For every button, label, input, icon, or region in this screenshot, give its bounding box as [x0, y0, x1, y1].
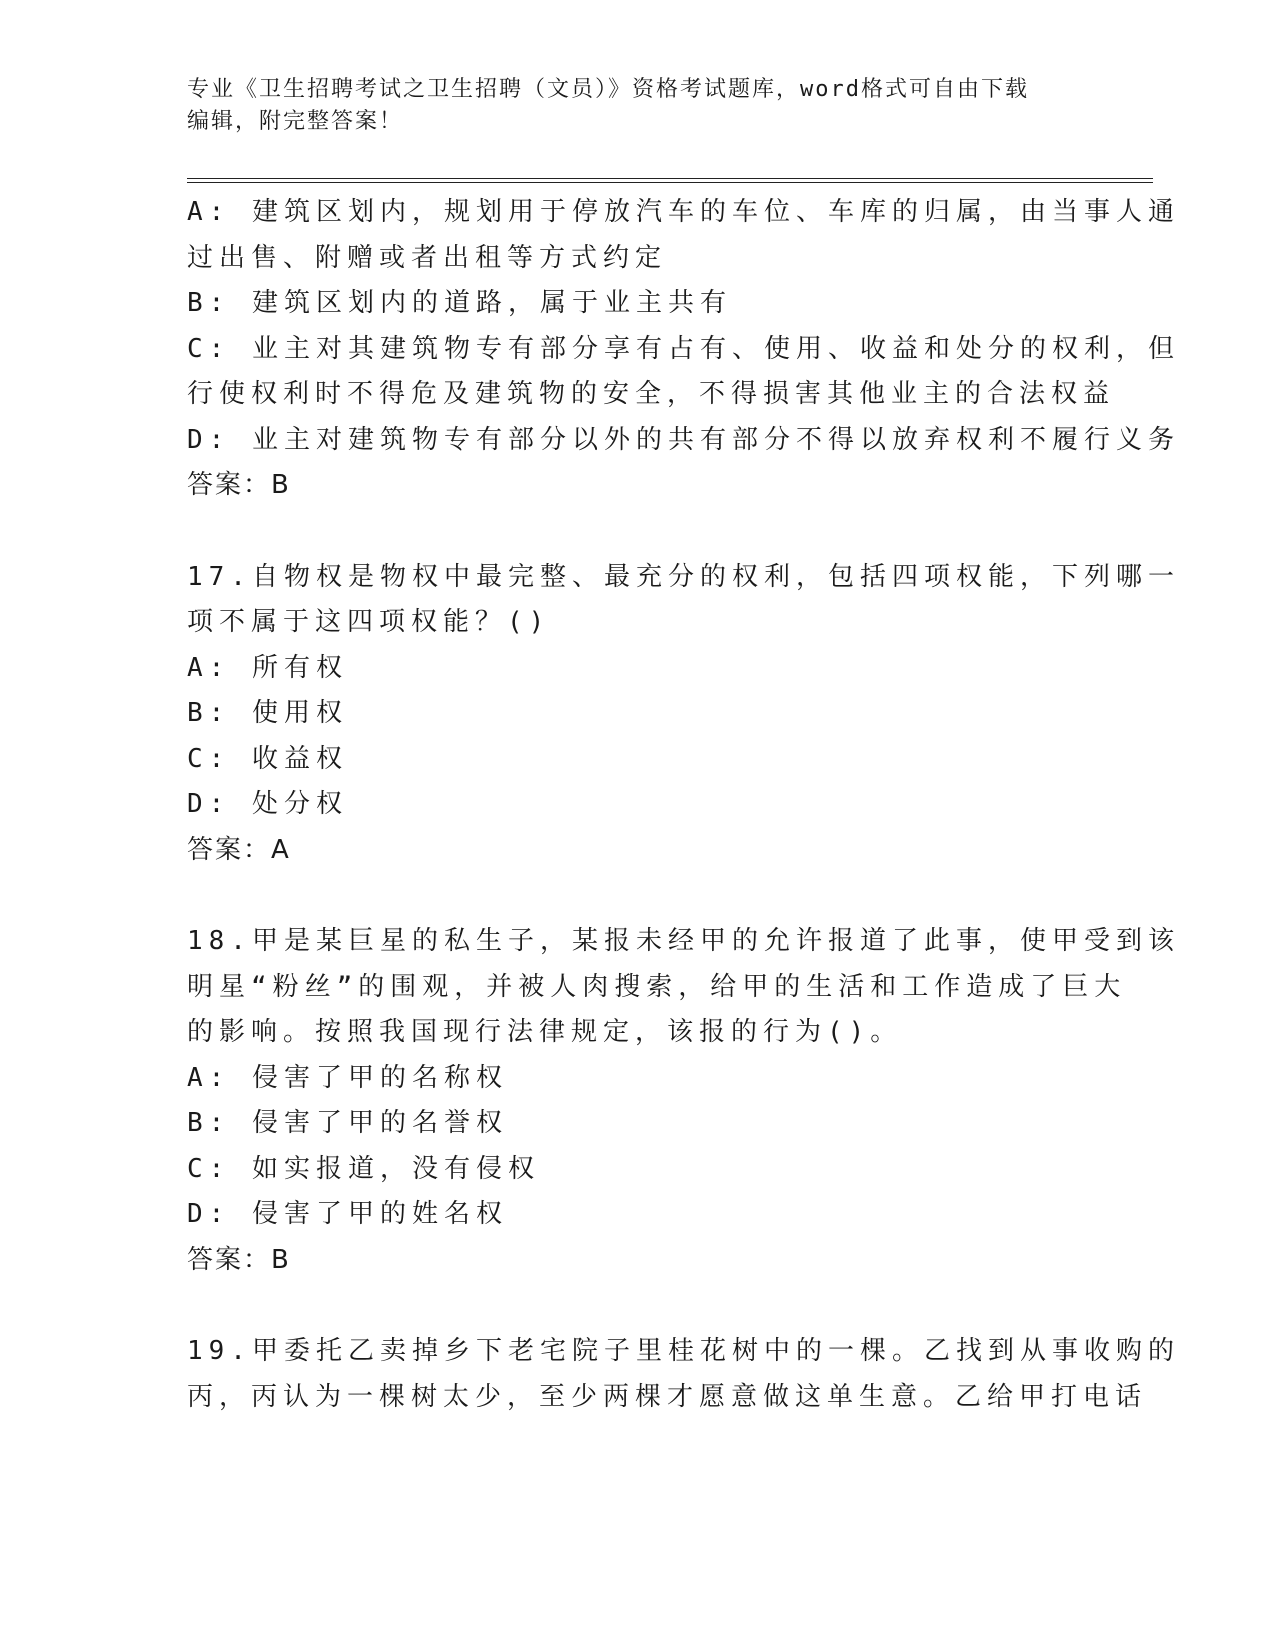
document-header — [187, 74, 1087, 138]
question-stem-line: 丙，丙认为一棵树太少，至少两棵才愿意做这单生意。乙给甲打电话 — [187, 1381, 1148, 1412]
question-stem-line: 的影响。按照我国现行法律规定，该报的行为()。 — [187, 1017, 903, 1047]
option-line: D: 处分权 — [187, 789, 348, 819]
option-line: B: 建筑区划内的道路，属于业主共有 — [187, 288, 732, 318]
question-16 — [187, 190, 1180, 509]
header-divider — [187, 178, 1153, 179]
header-line: 专业《卫生招聘考试之卫生招聘（文员）》资格考试题库，word格式可自由下载 — [187, 77, 1029, 102]
option-line: D: 业主对建筑物专有部分以外的共有部分不得以放弃权利不履行义务 — [187, 424, 1180, 455]
option-line: 过出售、附赠或者出租等方式约定 — [187, 242, 668, 273]
option-line: C: 如实报道，没有侵权 — [187, 1153, 540, 1184]
option-line: D: 侵害了甲的姓名权 — [187, 1199, 508, 1229]
spacer — [187, 509, 1087, 555]
question-17 — [187, 555, 1180, 874]
question-19 — [187, 1329, 1180, 1420]
spacer — [187, 873, 1087, 919]
header-line: 编辑，附完整答案！ — [187, 109, 404, 134]
question-18 — [187, 919, 1180, 1283]
answer-line: 答案：B — [187, 1244, 291, 1275]
spacer — [187, 1283, 1087, 1329]
answer-line: 答案：A — [187, 834, 291, 865]
option-line: A: 侵害了甲的名称权 — [187, 1062, 508, 1093]
option-line: B: 使用权 — [187, 698, 348, 728]
option-line: 行使权利时不得危及建筑物的安全，不得损害其他业主的合法权益 — [187, 379, 1116, 409]
option-line: C: 收益权 — [187, 743, 348, 774]
question-stem-line: 19.甲委托乙卖掉乡下老宅院子里桂花树中的一棵。乙找到从事收购的 — [187, 1336, 1180, 1366]
header-divider — [187, 182, 1153, 183]
question-stem-line: 17.自物权是物权中最完整、最充分的权利，包括四项权能，下列哪一 — [187, 561, 1180, 592]
answer-line: 答案：B — [187, 470, 291, 500]
option-line: A: 建筑区划内，规划用于停放汽车的车位、车库的归属，由当事人通 — [187, 197, 1180, 227]
question-stem-line: 18.甲是某巨星的私生子，某报未经甲的允许报道了此事，使甲受到该 — [187, 926, 1180, 956]
option-line: B: 侵害了甲的名誉权 — [187, 1108, 508, 1138]
question-content — [187, 190, 1180, 1420]
option-line: A: 所有权 — [187, 652, 348, 683]
question-stem-line: 项不属于这四项权能？() — [187, 607, 551, 637]
option-line: C: 业主对其建筑物专有部分享有占有、使用、收益和处分的权利，但 — [187, 333, 1180, 364]
question-stem-line: 明星“粉丝”的围观，并被人肉搜索，给甲的生活和工作造成了巨大 — [187, 971, 1127, 1002]
